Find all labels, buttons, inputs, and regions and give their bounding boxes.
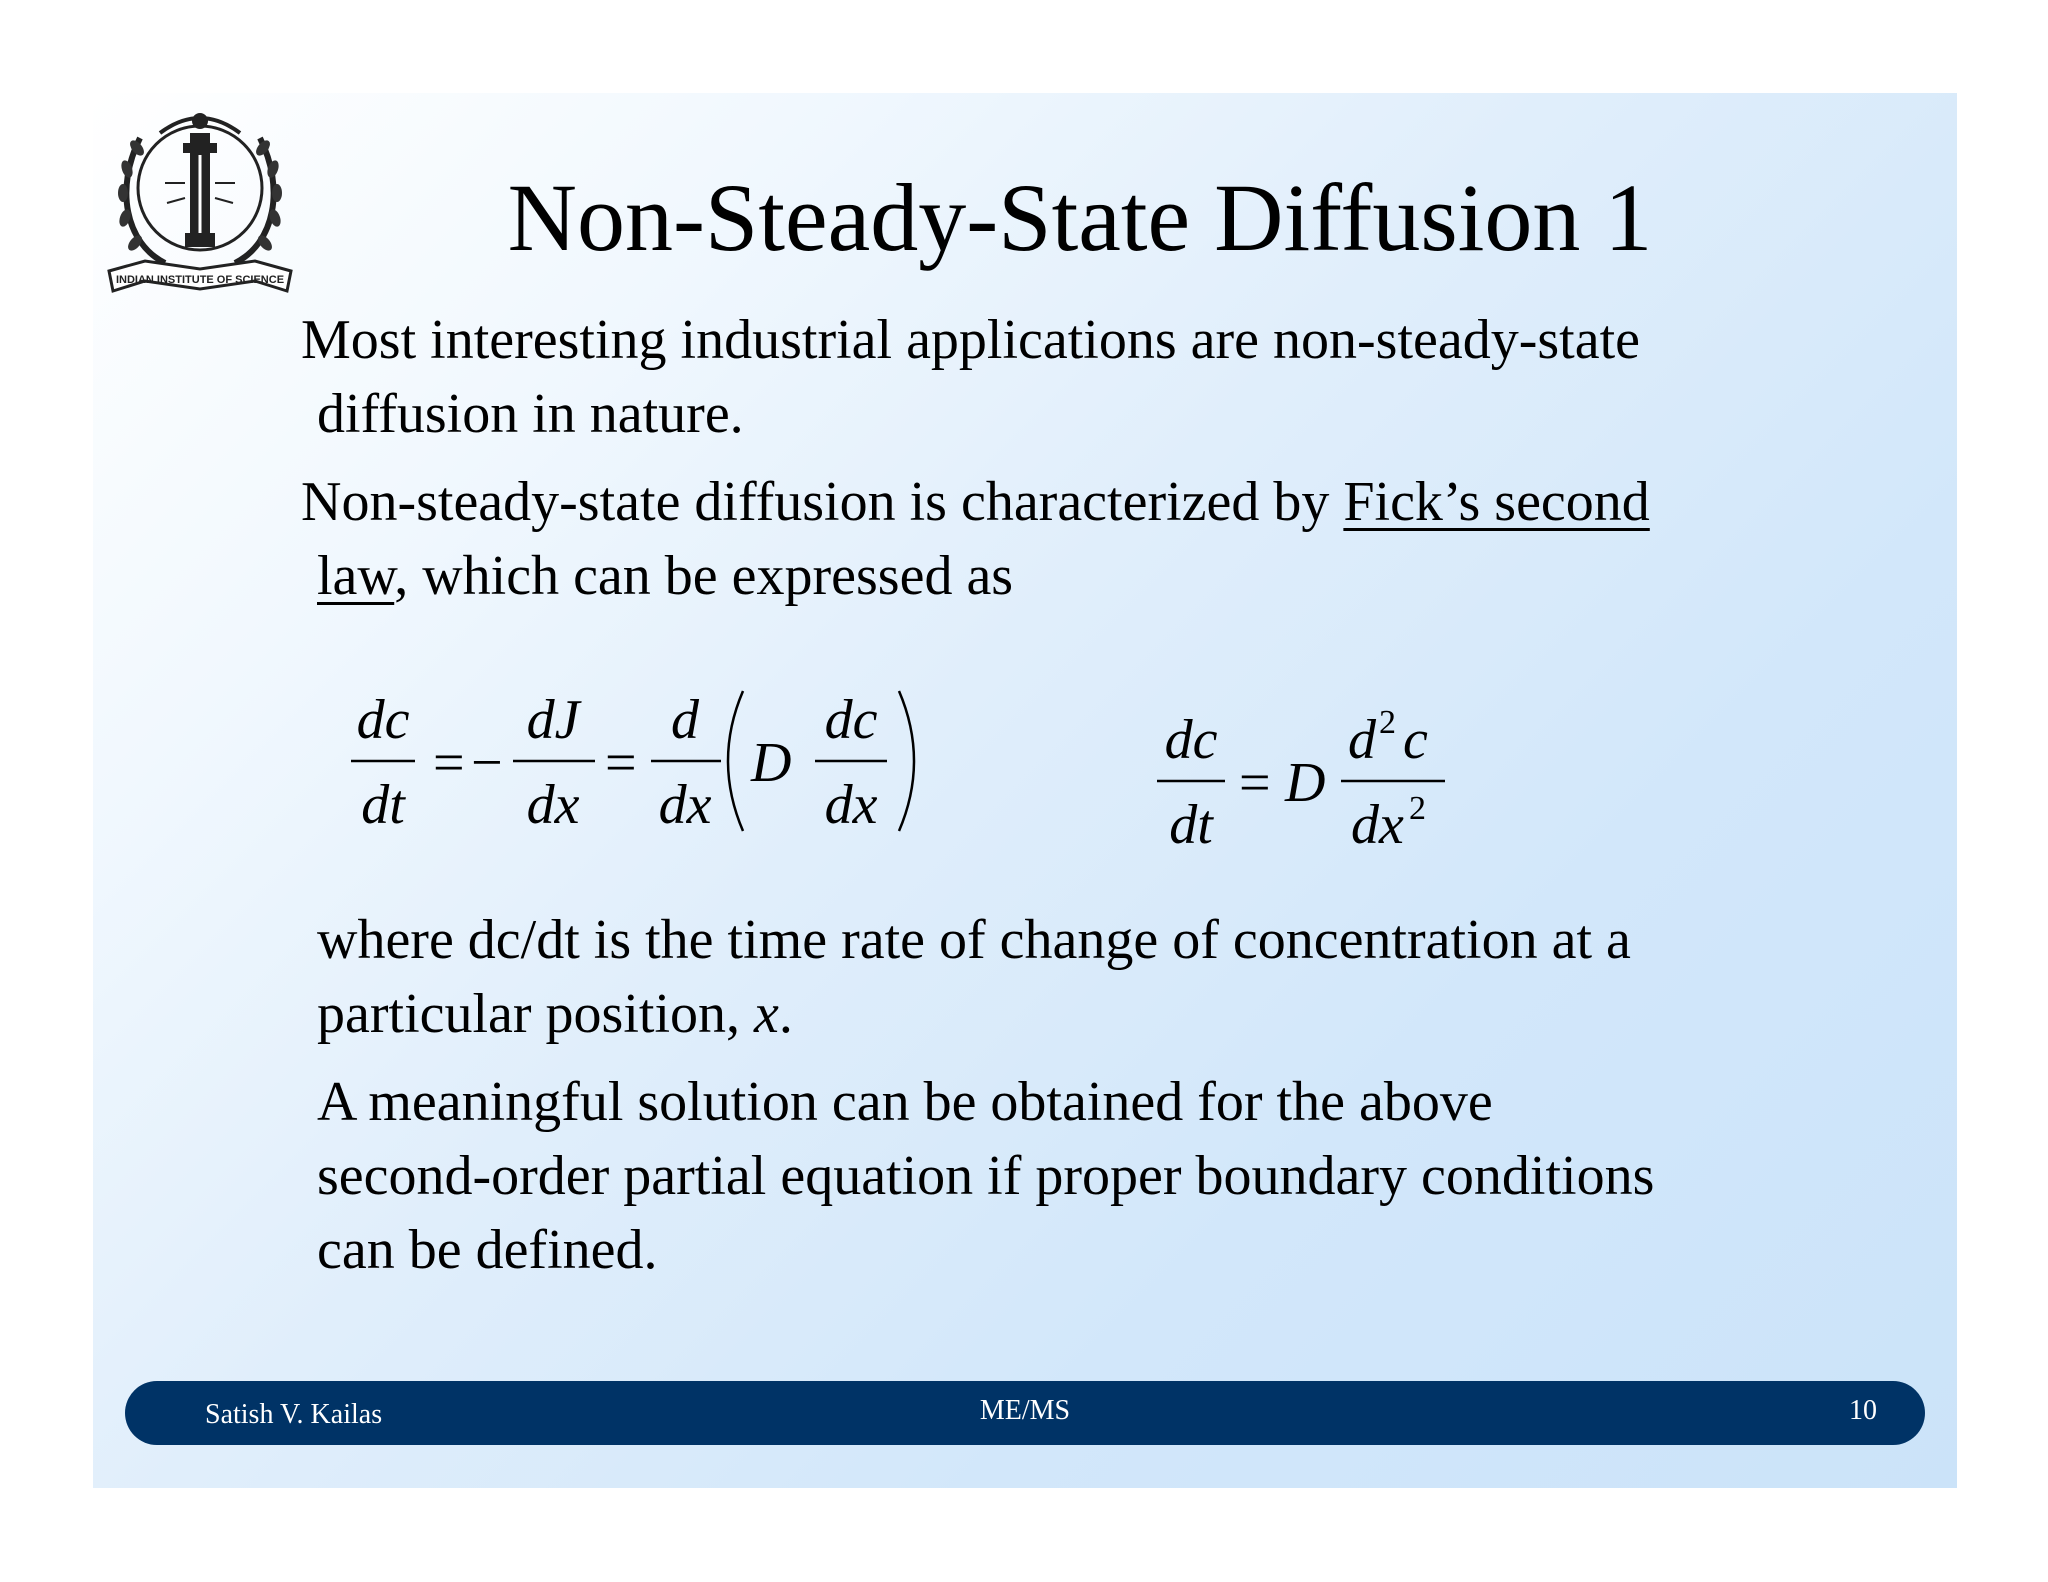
eq1-term2-numerator: dJ <box>526 689 580 751</box>
eq1-coefficient-d: D <box>751 732 792 794</box>
eq1-term4-denominator: dx <box>824 774 878 836</box>
paragraph3-period: . <box>778 983 793 1045</box>
eq2-rhs-numerator-exponent: 2 <box>1379 704 1396 741</box>
logo-ribbon-text: INDIAN INSTITUTE OF SCIENCE <box>115 274 285 286</box>
slide-title: Non-Steady-State Diffusion 1 <box>507 164 1653 271</box>
eq1-minus: − <box>471 732 503 794</box>
eq1-term1-denominator: dt <box>361 774 405 836</box>
ficks-law-link-continued[interactable]: law <box>317 545 395 607</box>
eq1-left-paren <box>728 691 743 831</box>
paragraph-boundary-conditions <box>317 1065 1917 1287</box>
eq2-lhs-denominator: dt <box>1169 794 1213 856</box>
eq2-equals: = <box>1239 752 1271 814</box>
paragraph1-line1: Most interesting industrial applications are non-steady-state <box>301 309 1640 371</box>
paragraph-industrial-applications <box>301 303 1901 451</box>
paragraph4-line1: A meaningful solution can be obtained for the above <box>317 1071 1493 1133</box>
eq1-term3-denominator: dx <box>658 774 712 836</box>
eq1-equals-2: = <box>605 732 637 794</box>
eq2-coefficient-d: D <box>1285 752 1326 814</box>
paragraph3-line2: particular position, <box>317 983 755 1045</box>
paragraph4-line3: can be defined. <box>317 1219 658 1281</box>
eq1-term2-denominator: dx <box>526 774 580 836</box>
eq2-rhs-denominator: dx <box>1351 794 1404 856</box>
slide <box>93 93 1957 1488</box>
eq1-term1-numerator: dc <box>356 689 410 751</box>
eq1-equals-1: = <box>433 732 465 794</box>
eq2-rhs-numerator-d: d <box>1348 709 1376 771</box>
paragraph1-line2: diffusion in nature. <box>317 383 744 445</box>
footer-author: Satish V. Kailas <box>205 1399 383 1430</box>
equation-ficks-second-law-expanded <box>333 683 953 873</box>
eq2-rhs-denominator-exponent: 2 <box>1409 790 1426 827</box>
paragraph-rate-definition <box>317 903 1917 1051</box>
paragraph3-line1: where dc/dt is the time rate of change of concentration at a <box>317 909 1631 971</box>
paragraph4-line2: second-order partial equation if proper boundary conditions <box>317 1145 1655 1207</box>
eq1-term3-numerator: d <box>671 689 699 751</box>
footer-bar <box>125 1381 1925 1445</box>
equation-ficks-second-law-simplified <box>1153 703 1493 893</box>
eq1-right-paren <box>899 691 914 831</box>
eq1-term4-numerator: dc <box>824 689 878 751</box>
variable-x: x <box>754 983 779 1045</box>
eq2-lhs-numerator: dc <box>1164 709 1218 771</box>
eq2-rhs-numerator-c: c <box>1403 709 1428 771</box>
paragraph2-line1: Non-steady-state diffusion is characterized by <box>301 471 1344 533</box>
paragraph2-line2: , which can be expressed as <box>394 545 1014 607</box>
footer-page-number: 10 <box>1849 1395 1877 1426</box>
footer-course: ME/MS <box>979 1395 1071 1426</box>
paragraph-ficks-law <box>301 465 1901 613</box>
ficks-second-law-link[interactable]: Fick’s second <box>1343 471 1650 533</box>
